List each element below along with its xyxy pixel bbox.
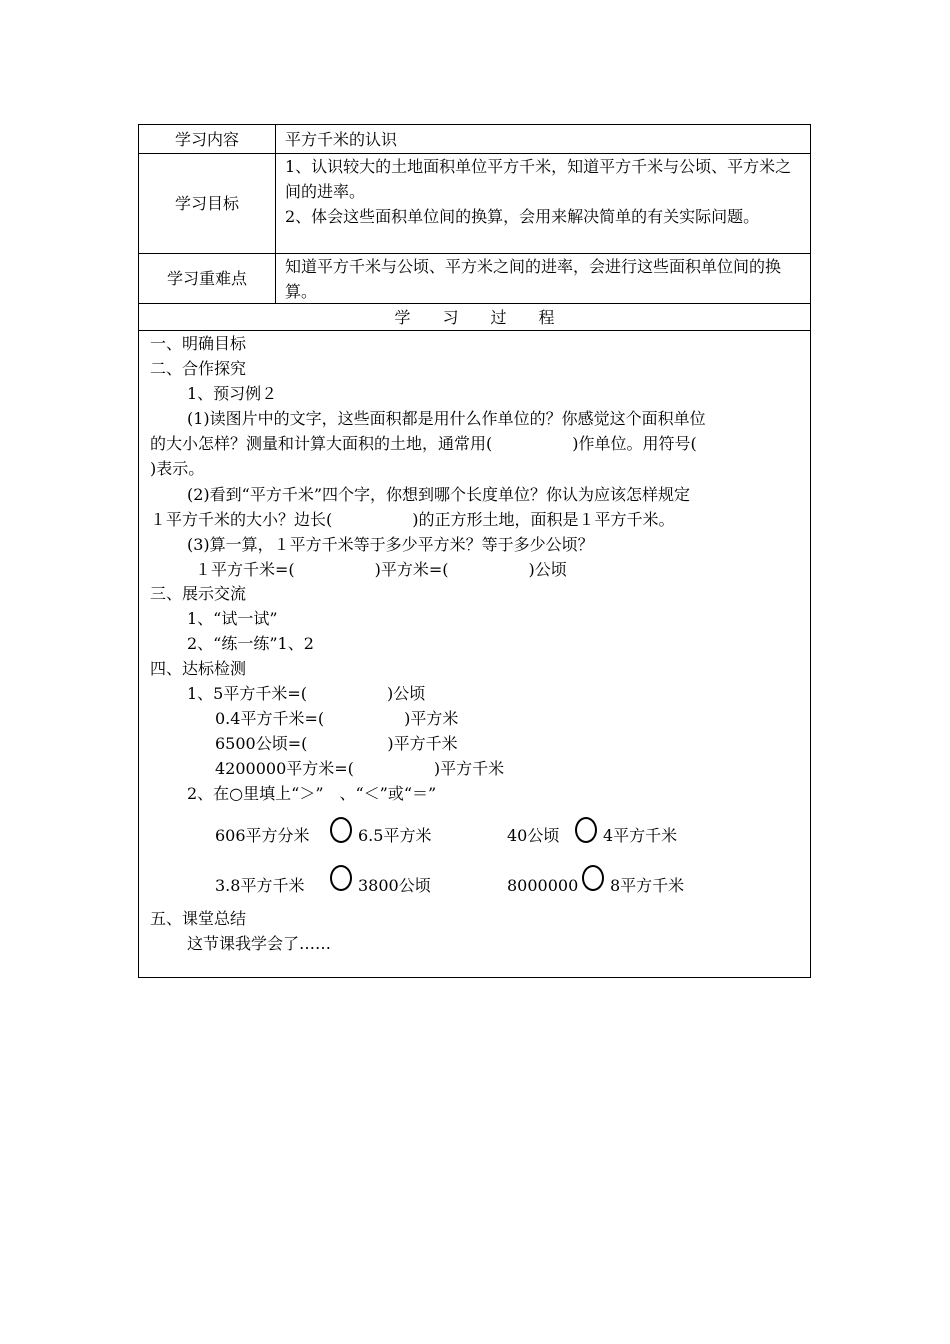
section-5-title: 五、课堂总结 — [150, 909, 247, 928]
question-2-line-2: １平方千米的大小？边长( )的正方形土地，面积是１平方千米。 — [150, 510, 675, 529]
compare-circle-4[interactable] — [582, 865, 604, 891]
compare-1-right: 6.5平方米 — [358, 826, 432, 845]
compare-circle-2[interactable] — [575, 817, 597, 843]
compare-1-left: 606平方分米 — [215, 826, 310, 845]
exercise-1c: 6500公顷=( )平方千米 — [215, 734, 458, 753]
compare-circle-3[interactable] — [330, 865, 352, 891]
question-3-line-2: １平方千米=( )平方米=( )公顷 — [195, 560, 567, 579]
section-3-title: 三、展示交流 — [150, 584, 247, 603]
section-3-item-2: 2、“练一练”1、2 — [187, 634, 314, 653]
compare-3-left: 3.8平方千米 — [215, 876, 305, 895]
question-1-line-1: (1)读图片中的文字，这些面积都是用什么作单位的？你感觉这个面积单位 — [187, 409, 706, 428]
goal-2: 2、体会这些面积单位间的换算，会用来解决简单的有关实际问题。 — [285, 207, 760, 226]
compare-2-left: 40公顷 — [507, 826, 560, 845]
difficulty-label: 学习重难点 — [166, 269, 247, 288]
question-2-line-1: (2)看到“平方千米”四个字，你想到哪个长度单位？你认为应该怎样规定 — [187, 485, 691, 504]
compare-circle-1[interactable] — [330, 817, 352, 843]
question-1-line-3: )表示。 — [150, 459, 205, 478]
compare-4-left: 8000000 — [507, 876, 579, 895]
exercise-1b: 0.4平方千米=( )平方米 — [215, 709, 459, 728]
section-2-item-1: 1、预习例２ — [187, 384, 278, 403]
section-2-title: 二、合作探究 — [150, 359, 247, 378]
lesson-plan-table — [138, 124, 811, 978]
process-header: 学 习 过 程 — [394, 308, 555, 327]
summary-line: 这节课我学会了…… — [187, 934, 332, 953]
compare-3-right: 3800公顷 — [358, 876, 431, 895]
goal-1: 1、认识较大的土地面积单位平方千米，知道平方千米与公顷、平方米之间的进率。 — [285, 157, 792, 201]
difficulty-value: 知道平方千米与公顷、平方米之间的进率，会进行这些面积单位间的换算。 — [285, 257, 782, 301]
section-4-title: 四、达标检测 — [150, 659, 247, 678]
goals-label: 学习目标 — [174, 194, 239, 213]
exercise-1d: 4200000平方米=( )平方千米 — [215, 759, 505, 778]
compare-2-right: 4平方千米 — [603, 826, 678, 845]
content-label: 学习内容 — [174, 130, 239, 149]
column-divider — [275, 125, 276, 303]
content-value: 平方千米的认识 — [285, 130, 398, 149]
question-3-line-1: (3)算一算，１平方千米等于多少平方米？等于多少公顷？ — [187, 535, 594, 554]
section-1-title: 一、明确目标 — [150, 334, 247, 353]
section-3-item-1: 1、“试一试” — [187, 609, 278, 628]
exercise-1a: 1、5平方千米=( )公顷 — [187, 684, 426, 703]
question-1-line-2: 的大小怎样？测量和计算大面积的土地，通常用( )作单位。用符号( — [150, 434, 697, 453]
exercise-2-instruction: 2、在○里填上“＞” 、“＜”或“＝” — [187, 784, 437, 803]
compare-4-right: 8平方千米 — [610, 876, 685, 895]
